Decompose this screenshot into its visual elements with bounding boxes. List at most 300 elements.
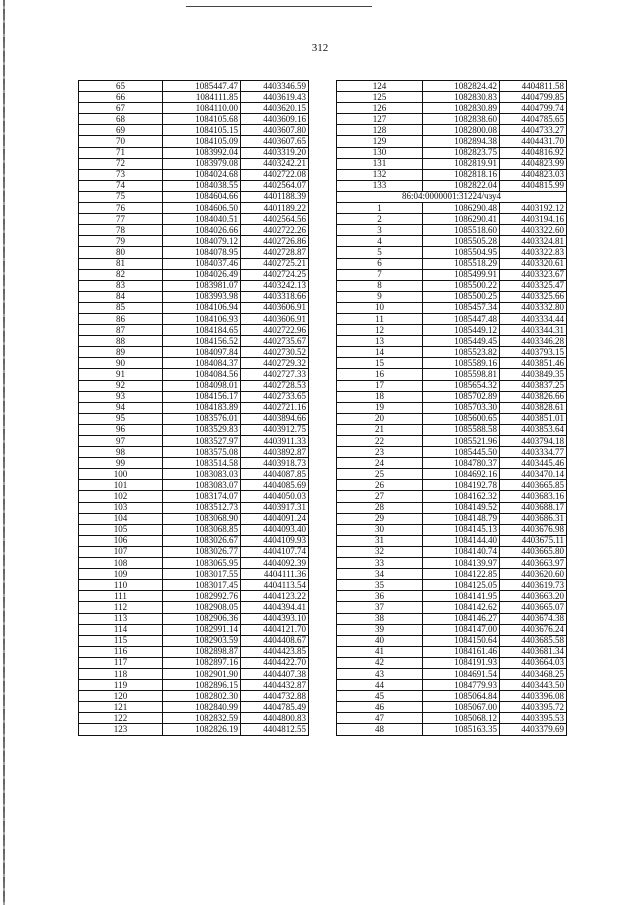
table-row [337,402,567,413]
table-row [337,236,567,247]
table-row [79,646,309,657]
table-row [79,247,309,258]
y-coordinate: 4403344.31 [500,325,567,336]
y-coordinate: 4404123.22 [241,591,309,602]
y-coordinate: 4403607.80 [241,125,309,136]
y-coordinate: 4404432.87 [241,680,309,691]
x-coordinate: 1084106.94 [163,302,241,313]
point-number: 95 [79,413,163,424]
point-number: 115 [79,635,163,646]
table-row [79,147,309,158]
point-number: 97 [79,436,163,447]
point-number: 94 [79,402,163,413]
x-coordinate: 1084038.55 [163,180,241,191]
x-coordinate: 1085505.28 [423,236,500,247]
x-coordinate: 1084149.52 [423,502,500,513]
point-number: 126 [337,103,423,114]
table-row [337,546,567,557]
point-number: 113 [79,613,163,624]
parcel-header-row [337,191,567,202]
x-coordinate: 1085064.84 [423,691,500,702]
x-coordinate: 1083514.58 [163,458,241,469]
point-number: 30 [337,524,423,535]
y-coordinate: 4403443.50 [500,680,567,691]
x-coordinate: 1083026.67 [163,535,241,546]
point-number: 9 [337,291,423,302]
table-row [79,402,309,413]
point-number: 78 [79,225,163,236]
table-row [79,158,309,169]
y-coordinate: 4403318.66 [241,291,309,302]
y-coordinate: 4404107.74 [241,546,309,557]
point-number: 42 [337,657,423,668]
table-row [337,125,567,136]
x-coordinate: 1084150.64 [423,635,500,646]
table-row [337,92,567,103]
scan-left-edge [3,0,5,905]
point-number: 8 [337,280,423,291]
point-number: 112 [79,602,163,613]
y-coordinate: 4403325.66 [500,291,567,302]
point-number: 90 [79,358,163,369]
point-number: 76 [79,203,163,214]
x-coordinate: 1082800.08 [423,125,500,136]
point-number: 66 [79,92,163,103]
point-number: 22 [337,436,423,447]
y-coordinate: 4403194.16 [500,214,567,225]
x-coordinate: 1084161.46 [423,646,500,657]
point-number: 4 [337,236,423,247]
table-row [337,347,567,358]
x-coordinate: 1084139.97 [423,558,500,569]
y-coordinate: 4404733.27 [500,125,567,136]
x-coordinate: 1085518.60 [423,225,500,236]
point-number: 43 [337,668,423,679]
point-number: 74 [79,180,163,191]
x-coordinate: 1083065.95 [163,558,241,569]
point-number: 122 [79,713,163,724]
x-coordinate: 1086290.48 [423,203,500,214]
point-number: 28 [337,502,423,513]
x-coordinate: 1082897.16 [163,657,241,668]
point-number: 120 [79,691,163,702]
table-row [337,291,567,302]
point-number: 72 [79,158,163,169]
y-coordinate: 4403445.46 [500,458,567,469]
x-coordinate: 1084105.09 [163,136,241,147]
point-number: 68 [79,114,163,125]
x-coordinate: 1083993.98 [163,291,241,302]
table-row [337,280,567,291]
point-number: 32 [337,546,423,557]
y-coordinate: 4403334.77 [500,447,567,458]
y-coordinate: 4403468.25 [500,668,567,679]
table-row [79,391,309,402]
x-coordinate: 1085449.45 [423,336,500,347]
y-coordinate: 4404823.99 [500,158,567,169]
point-number: 44 [337,680,423,691]
point-number: 35 [337,580,423,591]
y-coordinate: 4403892.87 [241,447,309,458]
x-coordinate: 1084111.85 [163,92,241,103]
x-coordinate: 1082991.14 [163,624,241,635]
x-coordinate: 1082838.60 [423,114,500,125]
x-coordinate: 1083068.90 [163,513,241,524]
table-row [337,81,567,92]
table-row [337,502,567,513]
x-coordinate: 1084084.56 [163,369,241,380]
y-coordinate: 4402722.26 [241,225,309,236]
table-row [337,214,567,225]
point-number: 88 [79,336,163,347]
x-coordinate: 1083174.07 [163,491,241,502]
point-number: 100 [79,469,163,480]
y-coordinate: 4403346.28 [500,336,567,347]
x-coordinate: 1084106.93 [163,313,241,324]
y-coordinate: 4403609.16 [241,114,309,125]
x-coordinate: 1085521.96 [423,436,500,447]
y-coordinate: 4403395.72 [500,702,567,713]
point-number: 82 [79,269,163,280]
point-number: 103 [79,502,163,513]
x-coordinate: 1085445.50 [423,447,500,458]
point-number: 48 [337,724,423,735]
table-row [79,191,309,202]
point-number: 3 [337,225,423,236]
y-coordinate: 4403683.16 [500,491,567,502]
point-number: 6 [337,258,423,269]
y-coordinate: 4403686.31 [500,513,567,524]
y-coordinate: 4404422.70 [241,657,309,668]
y-coordinate: 4403853.64 [500,424,567,435]
table-row [79,258,309,269]
y-coordinate: 4404732.88 [241,691,309,702]
point-number: 26 [337,480,423,491]
y-coordinate: 4403826.66 [500,391,567,402]
table-row [79,624,309,635]
table-row [337,602,567,613]
x-coordinate: 1082822.04 [423,180,500,191]
x-coordinate: 1084026.66 [163,225,241,236]
point-number: 99 [79,458,163,469]
point-number: 129 [337,136,423,147]
y-coordinate: 4403324.81 [500,236,567,247]
point-number: 23 [337,447,423,458]
table-row [337,413,567,424]
point-number: 69 [79,125,163,136]
x-coordinate: 1084184.65 [163,325,241,336]
point-number: 71 [79,147,163,158]
x-coordinate: 1084192.78 [423,480,500,491]
point-number: 37 [337,602,423,613]
x-coordinate: 1083992.04 [163,147,241,158]
point-number: 25 [337,469,423,480]
point-number: 16 [337,369,423,380]
x-coordinate: 1083017.55 [163,569,241,580]
x-coordinate: 1083017.45 [163,580,241,591]
table-row [337,480,567,491]
point-number: 89 [79,347,163,358]
y-coordinate: 4402733.65 [241,391,309,402]
x-coordinate: 1084156.52 [163,336,241,347]
x-coordinate: 1085518.29 [423,258,500,269]
table-row [79,81,309,92]
point-number: 131 [337,158,423,169]
x-coordinate: 1085598.81 [423,369,500,380]
y-coordinate: 4403664.03 [500,657,567,668]
y-coordinate: 4403851.01 [500,413,567,424]
table-row [79,680,309,691]
y-coordinate: 4402564.07 [241,180,309,191]
table-row [79,291,309,302]
table-row [79,580,309,591]
y-coordinate: 4403665.07 [500,602,567,613]
table-row [337,103,567,114]
x-coordinate: 1082824.42 [423,81,500,92]
table-row [79,713,309,724]
y-coordinate: 4402728.53 [241,380,309,391]
y-coordinate: 4404812.55 [241,724,309,735]
page-number: 312 [311,42,329,54]
x-coordinate: 1085589.16 [423,358,500,369]
point-number: 110 [79,580,163,591]
x-coordinate: 1085447.48 [423,313,500,324]
y-coordinate: 4402735.67 [241,336,309,347]
x-coordinate: 1084078.95 [163,247,241,258]
table-row [79,591,309,602]
table-row [337,713,567,724]
table-row [79,702,309,713]
y-coordinate: 4403619.73 [500,580,567,591]
table-row [337,691,567,702]
x-coordinate: 1085500.25 [423,291,500,302]
point-number: 40 [337,635,423,646]
x-coordinate: 1085654.32 [423,380,500,391]
x-coordinate: 1084125.05 [423,580,500,591]
y-coordinate: 4403663.20 [500,591,567,602]
table-row [79,724,309,735]
x-coordinate: 1084147.00 [423,624,500,635]
x-coordinate: 1085163.35 [423,724,500,735]
x-coordinate: 1084691.54 [423,668,500,679]
point-number: 46 [337,702,423,713]
table-row [337,225,567,236]
y-coordinate: 4403322.60 [500,225,567,236]
table-row [337,513,567,524]
y-coordinate: 4403851.46 [500,358,567,369]
x-coordinate: 1083979.08 [163,158,241,169]
table-row [79,92,309,103]
x-coordinate: 1084146.27 [423,613,500,624]
y-coordinate: 4404091.24 [241,513,309,524]
table-row [79,369,309,380]
y-coordinate: 4403794.18 [500,436,567,447]
y-coordinate: 4403379.69 [500,724,567,735]
y-coordinate: 4403793.15 [500,347,567,358]
x-coordinate: 1082830.83 [423,92,500,103]
table-row [337,580,567,591]
x-coordinate: 1084026.49 [163,269,241,280]
table-row [79,613,309,624]
table-row [79,280,309,291]
table-row [79,480,309,491]
point-number: 118 [79,668,163,679]
point-number: 15 [337,358,423,369]
table-row [337,624,567,635]
table-row [337,724,567,735]
point-number: 14 [337,347,423,358]
point-number: 102 [79,491,163,502]
table-row [79,668,309,679]
x-coordinate: 1083575.08 [163,447,241,458]
table-row [79,458,309,469]
table-row [79,491,309,502]
table-row [337,336,567,347]
y-coordinate: 4401188.39 [241,191,309,202]
y-coordinate: 4403242.21 [241,158,309,169]
x-coordinate: 1085523.82 [423,347,500,358]
y-coordinate: 4403319.20 [241,147,309,158]
table-row [79,436,309,447]
x-coordinate: 1084110.00 [163,103,241,114]
x-coordinate: 1082826.19 [163,724,241,735]
point-number: 24 [337,458,423,469]
point-number: 125 [337,92,423,103]
x-coordinate: 1084142.62 [423,602,500,613]
table-row [79,358,309,369]
point-number: 133 [337,180,423,191]
x-coordinate: 1083068.85 [163,524,241,535]
x-coordinate: 1084105.15 [163,125,241,136]
y-coordinate: 4403917.31 [241,502,309,513]
y-coordinate: 4404394.41 [241,602,309,613]
x-coordinate: 1082901.90 [163,668,241,679]
point-number: 17 [337,380,423,391]
x-coordinate: 1082898.87 [163,646,241,657]
point-number: 33 [337,558,423,569]
y-coordinate: 4403685.58 [500,635,567,646]
x-coordinate: 1085449.12 [423,325,500,336]
x-coordinate: 1084098.01 [163,380,241,391]
point-number: 79 [79,236,163,247]
table-row [337,558,567,569]
y-coordinate: 4401189.22 [241,203,309,214]
y-coordinate: 4404799.85 [500,92,567,103]
table-row [337,657,567,668]
y-coordinate: 4404431.70 [500,136,567,147]
y-coordinate: 4404050.03 [241,491,309,502]
x-coordinate: 1083981.07 [163,280,241,291]
x-coordinate: 1083083.03 [163,469,241,480]
y-coordinate: 4403620.60 [500,569,567,580]
table-row [337,447,567,458]
y-coordinate: 4404087.85 [241,469,309,480]
y-coordinate: 4403320.61 [500,258,567,269]
y-coordinate: 4403396.08 [500,691,567,702]
x-coordinate: 1085500.22 [423,280,500,291]
y-coordinate: 4403663.97 [500,558,567,569]
y-coordinate: 4403346.59 [241,81,309,92]
x-coordinate: 1084148.79 [423,513,500,524]
x-coordinate: 1082992.76 [163,591,241,602]
point-number: 77 [79,214,163,225]
table-row [79,569,309,580]
x-coordinate: 1083529.83 [163,424,241,435]
y-coordinate: 4403675.11 [500,535,567,546]
y-coordinate: 4403332.80 [500,302,567,313]
table-row [79,469,309,480]
table-row [337,391,567,402]
point-number: 106 [79,535,163,546]
x-coordinate: 1084037.46 [163,258,241,269]
y-coordinate: 4404811.58 [500,81,567,92]
x-coordinate: 1084604.66 [163,191,241,202]
y-coordinate: 4402724.25 [241,269,309,280]
y-coordinate: 4403470.14 [500,469,567,480]
x-coordinate: 1084779.93 [423,680,500,691]
x-coordinate: 1085499.91 [423,269,500,280]
point-number: 104 [79,513,163,524]
point-number: 111 [79,591,163,602]
y-coordinate: 4403674.38 [500,613,567,624]
point-number: 81 [79,258,163,269]
y-coordinate: 4404785.49 [241,702,309,713]
table-row [79,125,309,136]
table-row [79,336,309,347]
y-coordinate: 4403325.47 [500,280,567,291]
point-number: 123 [79,724,163,735]
x-coordinate: 1085457.34 [423,302,500,313]
y-coordinate: 4404113.54 [241,580,309,591]
table-row [79,103,309,114]
x-coordinate: 1082894.38 [423,136,500,147]
table-row [337,325,567,336]
point-number: 91 [79,369,163,380]
point-number: 73 [79,169,163,180]
y-coordinate: 4404407.38 [241,668,309,679]
x-coordinate: 1083527.97 [163,436,241,447]
x-coordinate: 1084692.16 [423,469,500,480]
table-row [337,158,567,169]
point-number: 12 [337,325,423,336]
point-number: 1 [337,203,423,214]
x-coordinate: 1082830.89 [423,103,500,114]
x-coordinate: 1082906.36 [163,613,241,624]
y-coordinate: 4402722.08 [241,169,309,180]
table-row [79,558,309,569]
table-row [337,436,567,447]
parcel-number-label: 86:04:0000001:31224/чзу4 [337,191,567,202]
point-number: 117 [79,657,163,668]
table-row [337,635,567,646]
table-row [79,380,309,391]
y-coordinate: 4403242.13 [241,280,309,291]
table-row [79,546,309,557]
y-coordinate: 4403334.44 [500,313,567,324]
table-row [79,691,309,702]
y-coordinate: 4403676.98 [500,524,567,535]
table-row [337,702,567,713]
x-coordinate: 1082818.16 [423,169,500,180]
x-coordinate: 1084156.17 [163,391,241,402]
x-coordinate: 1084606.50 [163,203,241,214]
table-row [337,424,567,435]
table-row [79,136,309,147]
y-coordinate: 4403912.75 [241,424,309,435]
y-coordinate: 4404093.40 [241,524,309,535]
y-coordinate: 4404111.36 [241,569,309,580]
table-row [337,313,567,324]
